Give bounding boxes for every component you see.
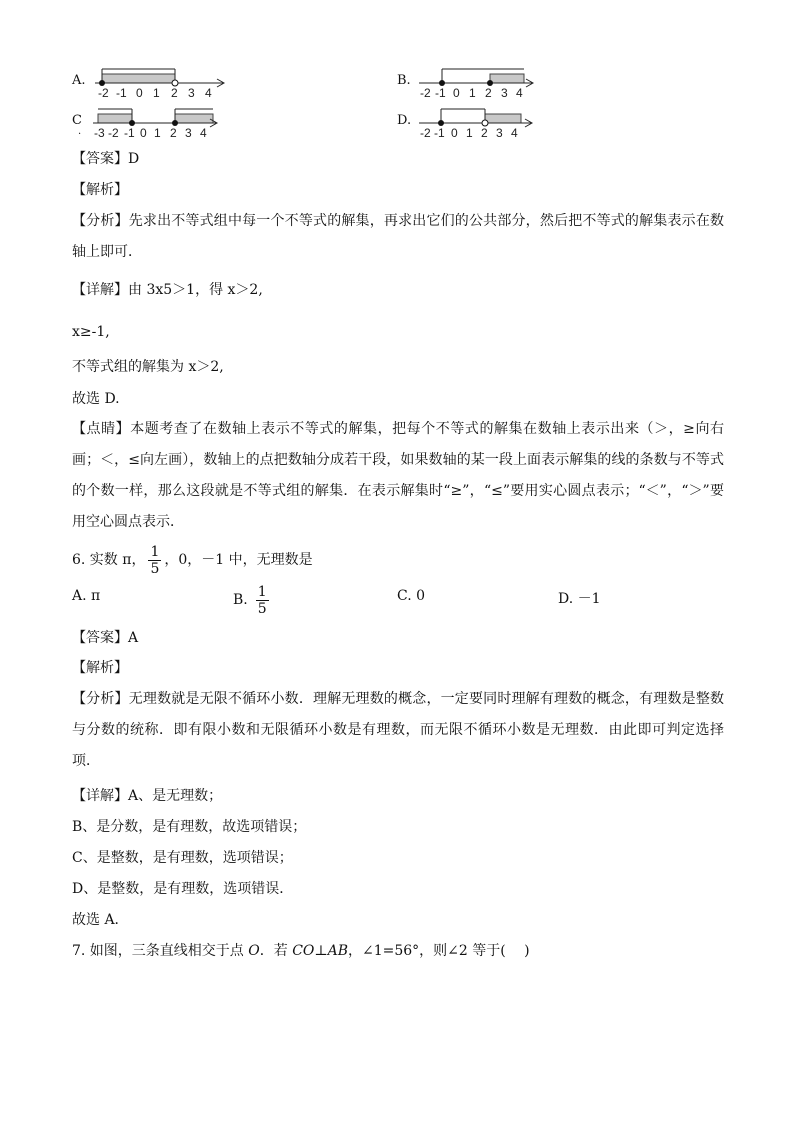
tick-label: 0 <box>136 86 143 100</box>
svg-text:1: 1 <box>466 126 473 140</box>
option-c-number-line <box>90 104 225 144</box>
svg-text:-1: -1 <box>435 86 446 100</box>
q6-detail-4: D、是整数，是有理数，选项错误． <box>72 881 294 897</box>
q7-stem: 7. 如图，三条直线相交于点 O．若 CO⊥AB，∠1=56°，则∠2 等于( ) <box>72 943 530 959</box>
svg-text:4: 4 <box>511 126 518 140</box>
svg-text:1: 1 <box>469 86 476 100</box>
q6-stem: 6. 实数 π， $\frac{1}{5}$ ，0，－1 中，无理数是 <box>72 543 313 577</box>
svg-text:2: 2 <box>170 126 177 140</box>
q6-detail-1: 【详解】A、是无理数； <box>72 788 223 804</box>
q5-detail-4: 故选 D. <box>72 391 120 407</box>
svg-text:2: 2 <box>485 86 492 100</box>
q6-detail-5: 故选 A． <box>72 912 129 928</box>
tick-label: 4 <box>205 86 212 100</box>
q6-answer: 【答案】A <box>72 630 139 646</box>
svg-text:3: 3 <box>496 126 503 140</box>
svg-text:4: 4 <box>516 86 523 100</box>
svg-text:-1: -1 <box>124 126 135 140</box>
q6-option-d: D. －1 <box>558 591 601 607</box>
tick-label: 2 <box>171 86 178 100</box>
svg-text:-1: -1 <box>434 126 445 140</box>
option-a-number-line <box>90 64 230 104</box>
q6-option-b: B. $\frac{1}{5}$ <box>233 583 267 617</box>
svg-text:4: 4 <box>200 126 207 140</box>
svg-text:1: 1 <box>154 126 161 140</box>
option-a-label: A. <box>72 73 86 88</box>
q6-option-a: A. π <box>72 588 101 604</box>
tick-label: 3 <box>188 86 195 100</box>
q5-detail-2: x≥-1, <box>72 324 110 340</box>
q5-comment: 【点睛】本题考查了在数轴上表示不等式的解集，把每个不等式的解集在数轴上表示出来（＞，≥向右画；＜，≤向左画），数轴上的点把数轴分成若干段，如果数轴的某一段上面表示解集的线的条数与不等式的个数一样，那么这段就是不等式组的解集．在表示解集时“≥”，“≤”要用实心圆点表示；“＜”，“＞”要用空心圆点表示． <box>72 421 724 530</box>
q5-analysis-heading: 【解析】 <box>72 182 128 198</box>
svg-text:-2: -2 <box>420 86 431 100</box>
option-d-number-line <box>414 104 539 144</box>
q6-detail-2: B、是分数，是有理数，故选项错误； <box>72 819 307 835</box>
q5-answer: 【答案】D <box>72 151 140 167</box>
q6-detail-3: C、是整数，是有理数，选项错误； <box>72 850 293 866</box>
stray-dot: . <box>78 126 82 137</box>
tick-label: -2 <box>98 86 109 100</box>
option-d-label: D. <box>397 113 412 128</box>
svg-text:0: 0 <box>140 126 147 140</box>
q5-detail-3: 不等式组的解集为 x＞2, <box>72 359 224 375</box>
q5-detail-1: 【详解】由 3x5＞1，得 x＞2, <box>72 282 263 298</box>
tick-label: -1 <box>116 86 127 100</box>
svg-text:3: 3 <box>501 86 508 100</box>
q6-analysis-heading: 【解析】 <box>72 660 128 676</box>
tick-label: 1 <box>153 86 160 100</box>
q5-analysis: 【分析】先求出不等式组中每一个不等式的解集，再求出它们的公共部分，然后把不等式的解集表示在数轴上即可． <box>72 213 724 260</box>
svg-text:3: 3 <box>185 126 192 140</box>
fraction-one-fifth: $\frac{1}{5}$ <box>150 543 160 577</box>
svg-text:-2: -2 <box>420 126 431 140</box>
q6-analysis: 【分析】无理数就是无限不循环小数．理解无理数的概念，一定要同时理解有理数的概念，有理数是整数与分数的统称．即有限小数和无限循环小数是有理数，而无限不循环小数是无理数．由此即可判定选择项． <box>72 691 724 769</box>
svg-text:0: 0 <box>451 126 458 140</box>
svg-text:-3: -3 <box>94 126 105 140</box>
svg-text:2: 2 <box>481 126 488 140</box>
option-c-label: C <box>72 113 82 128</box>
svg-text:-2: -2 <box>108 126 119 140</box>
option-b-number-line <box>414 64 539 104</box>
svg-text:0: 0 <box>453 86 460 100</box>
q6-option-c: C. 0 <box>397 588 426 604</box>
option-b-label: B. <box>397 73 411 88</box>
